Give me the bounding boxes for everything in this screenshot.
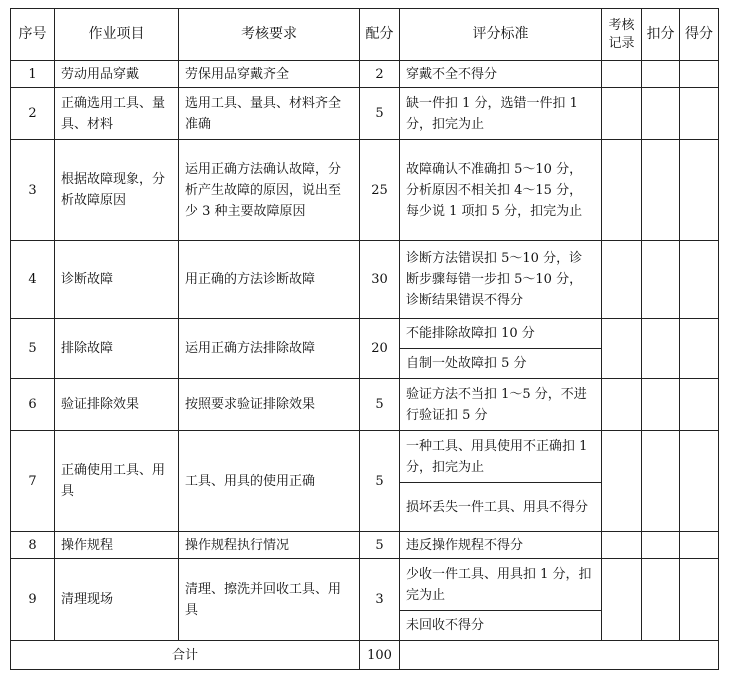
row-record-cell[interactable]	[602, 140, 642, 241]
row-record-cell[interactable]	[602, 88, 642, 140]
row-score: 5	[360, 431, 400, 532]
row-deduct-cell[interactable]	[642, 61, 680, 88]
row-score: 30	[360, 241, 400, 319]
header-row	[11, 9, 719, 61]
row-index: 5	[11, 319, 55, 379]
row-criteria: 缺一件扣 1 分，选错一件扣 1 分，扣完为止	[400, 88, 602, 140]
total-row	[11, 641, 719, 670]
row-points-cell[interactable]	[680, 88, 719, 140]
table-row	[11, 140, 719, 241]
row-deduct-cell[interactable]	[642, 379, 680, 431]
row-requirement: 用正确的方法诊断故障	[179, 241, 360, 319]
header-item: 作业项目	[55, 9, 179, 61]
table-row	[11, 319, 719, 349]
row-deduct-cell[interactable]	[642, 319, 680, 379]
row-deduct-cell[interactable]	[642, 88, 680, 140]
row-index: 1	[11, 61, 55, 88]
row-requirement: 按照要求验证排除效果	[179, 379, 360, 431]
table-row	[11, 379, 719, 431]
row-requirement: 工具、用具的使用正确	[179, 431, 360, 532]
row-criteria: 故障确认不准确扣 5～10 分，分析原因不相关扣 4～15 分，每少说 1 项扣 5 分，扣完为止	[400, 140, 602, 241]
row-index: 2	[11, 88, 55, 140]
total-blank	[400, 641, 719, 670]
assessment-table	[10, 8, 719, 670]
row-criteria: 穿戴不全不得分	[400, 61, 602, 88]
row-item: 验证排除效果	[55, 379, 179, 431]
row-deduct-cell[interactable]	[642, 140, 680, 241]
table-row	[11, 532, 719, 559]
row-criteria: 少收一件工具、用具扣 1 分，扣完为止	[400, 559, 602, 611]
row-criteria: 未回收不得分	[400, 611, 602, 641]
row-index: 7	[11, 431, 55, 532]
row-record-cell[interactable]	[602, 431, 642, 532]
row-index: 8	[11, 532, 55, 559]
row-score: 5	[360, 532, 400, 559]
row-index: 3	[11, 140, 55, 241]
row-record-cell[interactable]	[602, 61, 642, 88]
row-points-cell[interactable]	[680, 431, 719, 532]
row-points-cell[interactable]	[680, 319, 719, 379]
row-item: 操作规程	[55, 532, 179, 559]
row-index: 4	[11, 241, 55, 319]
row-record-cell[interactable]	[602, 532, 642, 559]
row-criteria: 诊断方法错误扣 5～10 分，诊断步骤每错一步扣 5～10 分，诊断结果错误不得分	[400, 241, 602, 319]
table-row	[11, 241, 719, 319]
row-record-cell[interactable]	[602, 559, 642, 641]
header-index: 序号	[11, 9, 55, 61]
row-criteria: 损坏丢失一件工具、用具不得分	[400, 483, 602, 532]
row-score: 5	[360, 88, 400, 140]
row-deduct-cell[interactable]	[642, 532, 680, 559]
header-record: 考核记录	[602, 9, 642, 61]
row-record-cell[interactable]	[602, 379, 642, 431]
row-item: 正确选用工具、量具、材料	[55, 88, 179, 140]
row-points-cell[interactable]	[680, 532, 719, 559]
row-record-cell[interactable]	[602, 319, 642, 379]
row-criteria: 自制一处故障扣 5 分	[400, 349, 602, 379]
header-criteria: 评分标准	[400, 9, 602, 61]
header-score: 配分	[360, 9, 400, 61]
row-item: 清理现场	[55, 559, 179, 641]
row-points-cell[interactable]	[680, 140, 719, 241]
row-index: 6	[11, 379, 55, 431]
row-score: 5	[360, 379, 400, 431]
row-requirement: 清理、擦洗并回收工具、用具	[179, 559, 360, 641]
row-criteria: 验证方法不当扣 1～5 分，不进行验证扣 5 分	[400, 379, 602, 431]
row-score: 20	[360, 319, 400, 379]
row-index: 9	[11, 559, 55, 641]
header-deduct: 扣分	[642, 9, 680, 61]
table-row	[11, 61, 719, 88]
row-record-cell[interactable]	[602, 241, 642, 319]
row-requirement: 劳保用品穿戴齐全	[179, 61, 360, 88]
row-score: 3	[360, 559, 400, 641]
header-requirement: 考核要求	[179, 9, 360, 61]
row-requirement: 操作规程执行情况	[179, 532, 360, 559]
row-points-cell[interactable]	[680, 61, 719, 88]
row-requirement: 运用正确方法排除故障	[179, 319, 360, 379]
row-criteria: 不能排除故障扣 10 分	[400, 319, 602, 349]
total-score: 100	[360, 641, 400, 670]
row-deduct-cell[interactable]	[642, 241, 680, 319]
row-criteria: 一种工具、用具使用不正确扣 1 分，扣完为止	[400, 431, 602, 483]
row-deduct-cell[interactable]	[642, 559, 680, 641]
row-deduct-cell[interactable]	[642, 431, 680, 532]
row-requirement: 运用正确方法确认故障，分析产生故障的原因，说出至少 3 种主要故障原因	[179, 140, 360, 241]
table-row	[11, 88, 719, 140]
row-item: 根据故障现象，分析故障原因	[55, 140, 179, 241]
row-points-cell[interactable]	[680, 241, 719, 319]
row-item: 排除故障	[55, 319, 179, 379]
row-requirement: 选用工具、量具、材料齐全准确	[179, 88, 360, 140]
row-item: 正确使用工具、用具	[55, 431, 179, 532]
row-score: 2	[360, 61, 400, 88]
row-item: 劳动用品穿戴	[55, 61, 179, 88]
table-row	[11, 431, 719, 483]
row-item: 诊断故障	[55, 241, 179, 319]
total-label: 合计	[11, 641, 360, 670]
row-score: 25	[360, 140, 400, 241]
row-points-cell[interactable]	[680, 379, 719, 431]
header-points: 得分	[680, 9, 719, 61]
row-criteria: 违反操作规程不得分	[400, 532, 602, 559]
row-points-cell[interactable]	[680, 559, 719, 641]
table-row	[11, 559, 719, 611]
